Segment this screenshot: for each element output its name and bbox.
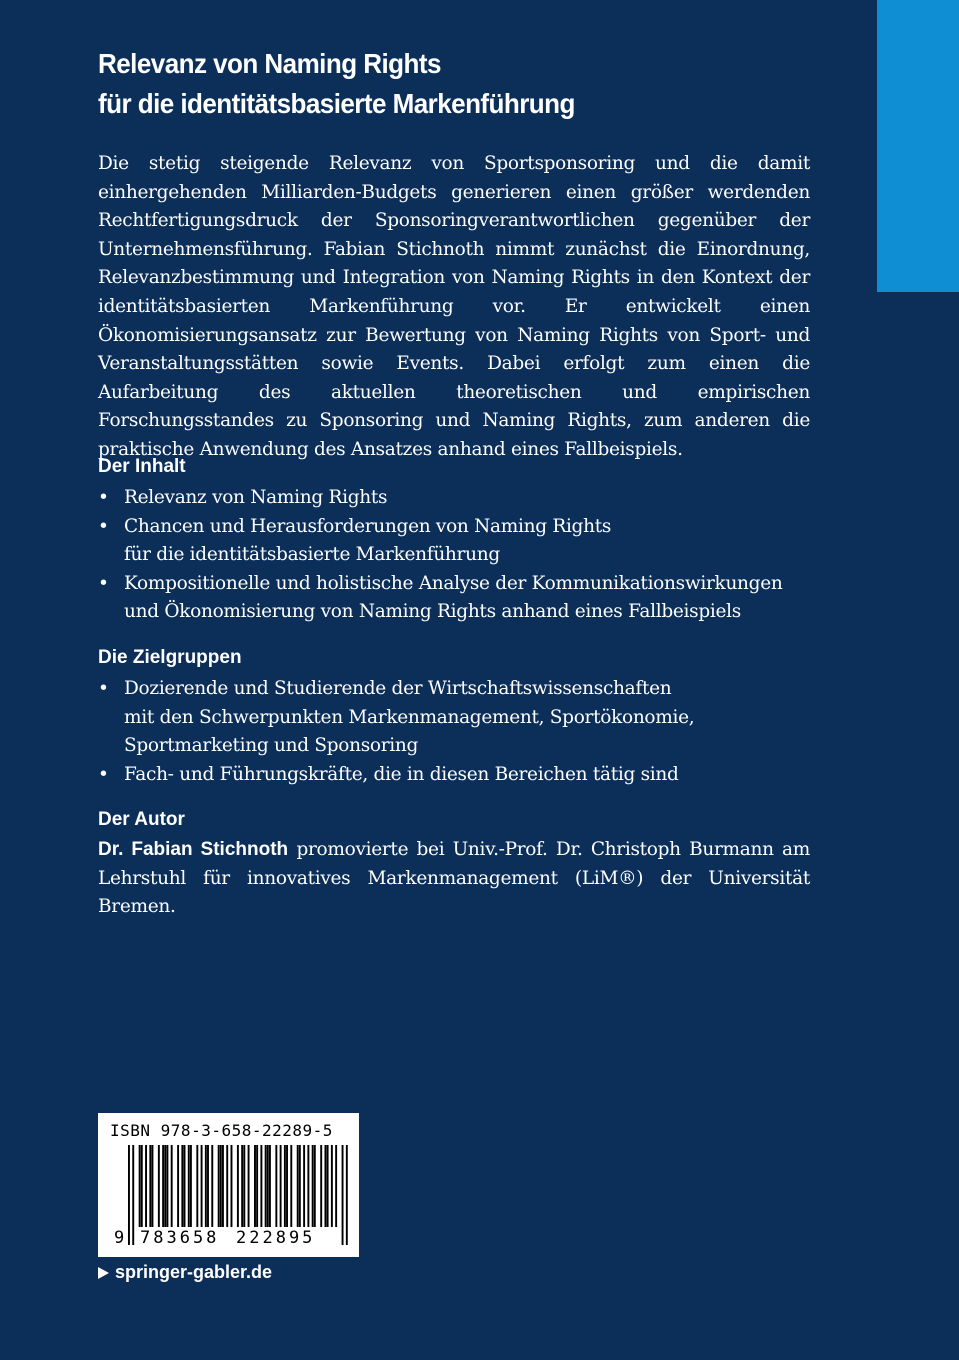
isbn-text: ISBN 978-3-658-22289-5 bbox=[110, 1121, 333, 1140]
barcode-digits bbox=[110, 1227, 350, 1249]
barcode-bar bbox=[139, 1145, 141, 1227]
barcode-bar bbox=[260, 1145, 262, 1227]
barcode-bar bbox=[303, 1145, 305, 1227]
list-item: • Relevanz von Naming Rights bbox=[98, 484, 828, 513]
barcode-bar bbox=[226, 1145, 228, 1227]
barcode-bar bbox=[241, 1145, 243, 1227]
barcode-bar bbox=[286, 1145, 288, 1227]
accent-bar bbox=[877, 0, 959, 292]
barcode-bar bbox=[248, 1145, 250, 1227]
bullet-icon: • bbox=[98, 678, 109, 699]
play-arrow-icon bbox=[98, 1267, 109, 1279]
barcode-bar bbox=[177, 1145, 179, 1227]
barcode-bar bbox=[297, 1145, 299, 1227]
inhalt-list bbox=[98, 484, 828, 627]
barcode-bar bbox=[265, 1145, 267, 1227]
list-item: • Fach- und Führungskräfte, die in diesen Bereichen tätig sind bbox=[98, 761, 828, 790]
bullet-icon: • bbox=[98, 763, 109, 785]
barcode-bar bbox=[307, 1145, 309, 1227]
heading-inhalt: Der Inhalt bbox=[98, 456, 186, 477]
barcode-bar bbox=[280, 1145, 282, 1227]
barcode-bar bbox=[162, 1145, 164, 1227]
barcode-bar bbox=[190, 1145, 192, 1227]
barcode-bar bbox=[284, 1145, 286, 1227]
barcode-bar bbox=[149, 1145, 151, 1227]
barcode-bar bbox=[205, 1145, 207, 1227]
author-bio bbox=[98, 836, 810, 922]
barcode-bar bbox=[196, 1145, 198, 1227]
barcode-bar bbox=[314, 1145, 316, 1227]
heading-autor: Der Autor bbox=[98, 809, 185, 830]
list-item: • Kompositionelle und holistische Analyse der Kommunikationswirkungen und Ökonomisierung von Naming Rights anhand eines Fallbeispiels bbox=[98, 570, 828, 627]
barcode-bar bbox=[171, 1145, 173, 1227]
barcode-bar bbox=[184, 1145, 186, 1227]
book-title bbox=[98, 44, 805, 124]
book-description: Die stetig steigende Relevanz von Sportsponsoring und die damit einhergehenden Milliarden-Budgets generieren einen größer werdenden Rechtfertigungsdruck der Sponsoringverantwortlichen gegenüber der Unternehmensführung. Fabian Stichnoth nimmt zunächst die Einordnung, Relevanzbestimmung und Integration von Naming Rights in den Kontext der identitätsbasierten Markenführung vor. Er entwickelt einen Ökonomisierungsansatz zur Bewertung von Naming Rights von Sport- und Veranstaltungsstätten sowie Events. Dabei erfolgt zum einen die Aufarbeitung des aktuellen theoretischen und empirischen Forschungsstandes zu Sponsoring und Naming Rights, zum anderen die praktische Anwendung des Ansatzes anhand eines Fallbeispiels. bbox=[98, 153, 810, 460]
barcode bbox=[98, 1113, 359, 1257]
barcode-bar bbox=[218, 1145, 220, 1227]
bullet-icon: • bbox=[98, 487, 109, 508]
barcode-bar bbox=[231, 1145, 233, 1227]
barcode-bar bbox=[254, 1145, 256, 1227]
barcode-bar bbox=[141, 1145, 143, 1227]
barcode-bar bbox=[325, 1145, 327, 1227]
barcode-bar bbox=[211, 1145, 213, 1227]
barcode-bar bbox=[152, 1145, 154, 1227]
barcode-bar bbox=[312, 1145, 314, 1227]
bullet-icon: • bbox=[98, 515, 109, 537]
publisher-website[interactable] bbox=[98, 1262, 272, 1283]
barcode-left-digits: 783658 bbox=[140, 1228, 220, 1248]
barcode-bar bbox=[145, 1145, 147, 1227]
barcode-bar bbox=[320, 1145, 322, 1227]
barcode-bar bbox=[164, 1145, 166, 1227]
barcode-bar bbox=[243, 1145, 245, 1227]
barcode-bar bbox=[237, 1145, 239, 1227]
barcode-bar bbox=[158, 1145, 160, 1227]
barcode-bar bbox=[267, 1145, 269, 1227]
author-text: promovierte bei Univ.-Prof. Dr. Christoph Burmann am Lehrstuhl für innovatives Markenmanagement (LiM®) der Universität Bremen. bbox=[98, 839, 810, 918]
zielgruppen-list bbox=[98, 675, 828, 789]
barcode-bar bbox=[256, 1145, 258, 1227]
barcode-bar bbox=[290, 1145, 292, 1227]
barcode-bar bbox=[335, 1145, 337, 1227]
barcode-bar bbox=[181, 1145, 183, 1227]
title-line-2: für die identitätsbasierte Markenführung bbox=[98, 88, 575, 119]
barcode-bar bbox=[201, 1145, 203, 1227]
barcode-bar bbox=[220, 1145, 222, 1227]
barcode-bar bbox=[166, 1145, 168, 1227]
bullet-icon: • bbox=[98, 572, 109, 594]
barcode-right-digits: 222895 bbox=[236, 1228, 316, 1248]
list-item: • Chancen und Herausforderungen von Naming Rights für die identitätsbasierte Markenführung bbox=[98, 513, 828, 570]
title-line-1: Relevanz von Naming Rights bbox=[98, 48, 441, 79]
barcode-first-digit: 9 bbox=[114, 1228, 125, 1248]
author-name: Dr. Fabian Stichnoth bbox=[98, 839, 289, 860]
barcode-bar bbox=[222, 1145, 224, 1227]
heading-zielgruppen: Die Zielgruppen bbox=[98, 647, 242, 668]
barcode-bar bbox=[299, 1145, 301, 1227]
barcode-bar bbox=[275, 1145, 277, 1227]
barcode-bar bbox=[327, 1145, 329, 1227]
list-item: • Dozierende und Studierende der Wirtschaftswissenschaften mit den Schwerpunkten Markenmanagement, Sportökonomie, Sportmarketing und Sponsoring bbox=[98, 675, 828, 761]
barcode-bar bbox=[188, 1145, 190, 1227]
website-link[interactable]: springer-gabler.de bbox=[115, 1262, 273, 1282]
barcode-bar bbox=[331, 1145, 333, 1227]
barcode-bar bbox=[207, 1145, 209, 1227]
barcode-bar bbox=[269, 1145, 271, 1227]
